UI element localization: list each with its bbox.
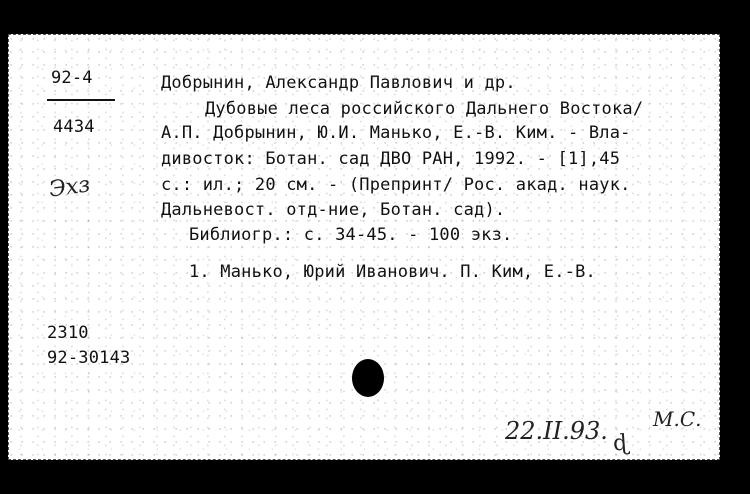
code-line-1: 2310 [47,323,89,343]
handwritten-date: 22.II.93. [505,417,608,445]
physical-description-line: с.: ил.; 20 см. - (Препринт/ Рос. акад. наук. [161,175,631,195]
bibliography-note: Библиогр.: с. 34-45. - 100 экз. [189,225,513,245]
handwritten-signature-mark: ɖ [612,430,629,457]
tracing-line: 1. Манько, Юрий Иванович. П. Ким, Е.-В. [189,262,596,282]
author-heading: Добрынин, Александр Павлович и др. [161,73,516,93]
handwritten-mark: Эхз [47,172,92,203]
call-number: 92-4 [51,68,93,88]
call-number-divider [47,99,115,101]
inventory-number: 4434 [53,117,95,137]
handwritten-initials: М.С. [653,407,702,431]
title-line: Дубовые леса российского Дальнего Востока/ [205,99,644,119]
punch-hole [352,359,384,397]
publication-line: дивосток: Ботан. сад ДВО РАН, 1992. - [1],45 [161,149,621,169]
series-line: Дальневост. отд-ние, Ботан. сад). [161,200,506,220]
responsibility-line: А.П. Добрынин, Ю.И. Манько, Е.-В. Ким. - Вла- [161,123,631,143]
code-line-2: 92-30143 [47,348,131,368]
